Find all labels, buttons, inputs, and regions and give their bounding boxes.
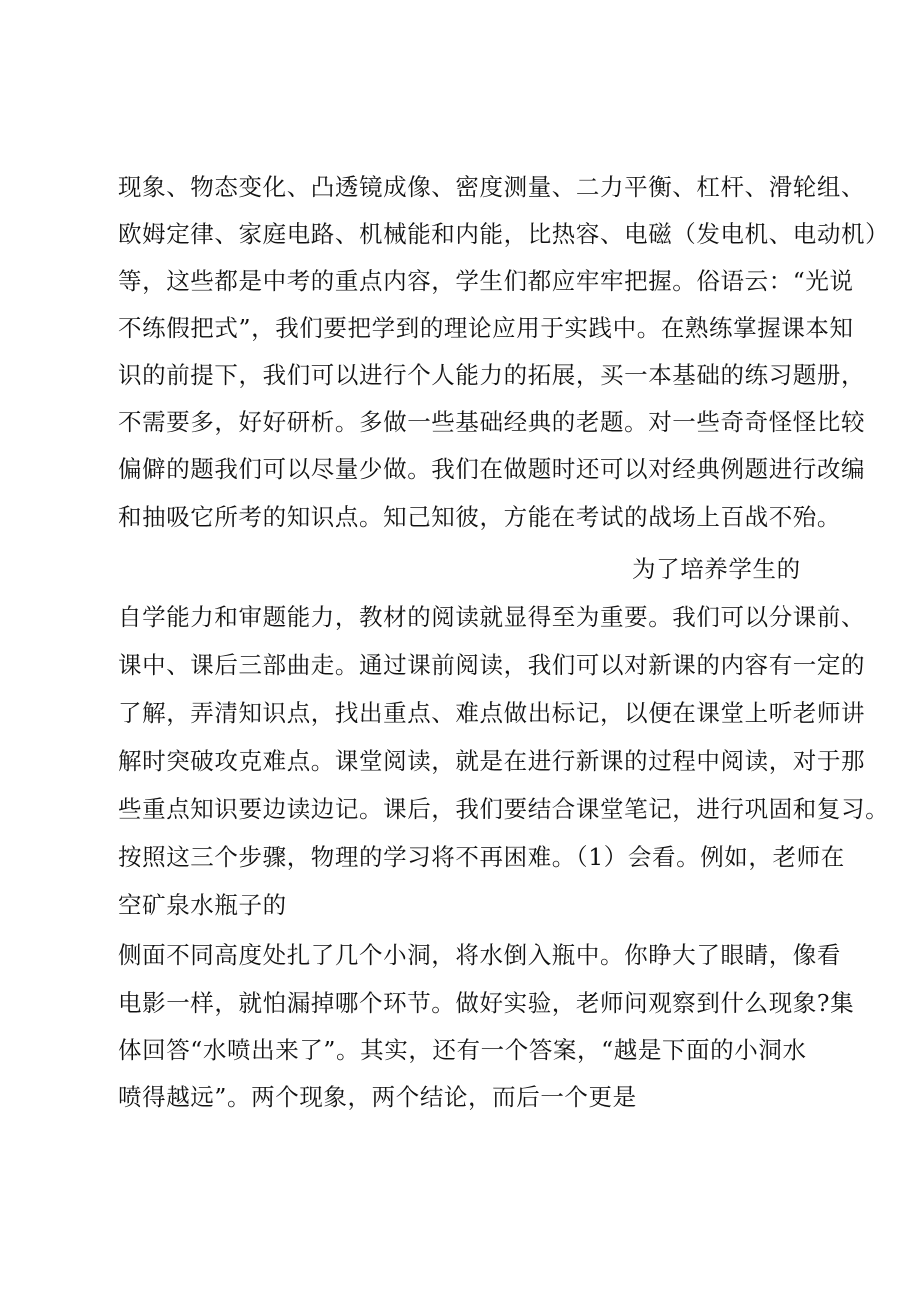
text-line-5: 识的前提下，我们可以进行个人能力的拓展，买一本基础的练习题册， (118, 361, 866, 389)
text-line-2: 欧姆定律、家庭电路、机械能和内能，比热容、电磁（发电机、电动机） (118, 220, 890, 248)
text-line-11: 课中、课后三部曲走。通过课前阅读，我们可以对新课的内容有一定的 (118, 651, 866, 679)
text-line-20: 喷得越远”。两个现象，两个结论，而后一个更是 (118, 1083, 637, 1111)
text-line-12: 了解，弄清知识点，找出重点、难点做出标记，以便在课堂上听老师讲 (118, 699, 866, 727)
text-line-10: 自学能力和审题能力，教材的阅读就显得至为重要。我们可以分课前、 (118, 603, 866, 631)
text-line-7: 偏僻的题我们可以尽量少做。我们在做题时还可以对经典例题进行改编 (118, 455, 866, 483)
text-line-1: 现象、物态变化、凸透镜成像、密度测量、二力平衡、杠杆、滑轮组、 (118, 173, 866, 201)
text-line-6: 不需要多，好好研析。多做一些基础经典的老题。对一些奇奇怪怪比较 (118, 408, 866, 436)
text-line-3: 等，这些都是中考的重点内容，学生们都应牢牢把握。俗语云：“光说 (118, 267, 854, 295)
text-line-9: 为了培养学生的 (632, 555, 801, 583)
text-line-15: 按照这三个步骤，物理的学习将不再困难。（1）会看。例如，老师在 (118, 843, 845, 871)
text-line-18: 电影一样，就怕漏掉哪个环节。做好实验，老师问观察到什么现象?集 (118, 989, 855, 1017)
text-line-4: 不练假把式”，我们要把学到的理论应用于实践中。在熟练掌握课本知 (118, 314, 854, 342)
text-line-17: 侧面不同高度处扎了几个小洞，将水倒入瓶中。你睁大了眼睛，像看 (118, 941, 841, 969)
text-line-14: 些重点知识要边读边记。课后，我们要结合课堂笔记，进行巩固和复习。 (118, 795, 890, 823)
text-line-16: 空矿泉水瓶子的 (118, 891, 287, 919)
text-line-19: 体回答“水喷出来了”。其实，还有一个答案，“越是下面的小洞水 (118, 1036, 807, 1064)
text-line-13: 解时突破攻克难点。课堂阅读，就是在进行新课的过程中阅读，对于那 (118, 747, 866, 775)
text-line-8: 和抽吸它所考的知识点。知己知彼，方能在考试的战场上百战不殆。 (118, 503, 841, 531)
